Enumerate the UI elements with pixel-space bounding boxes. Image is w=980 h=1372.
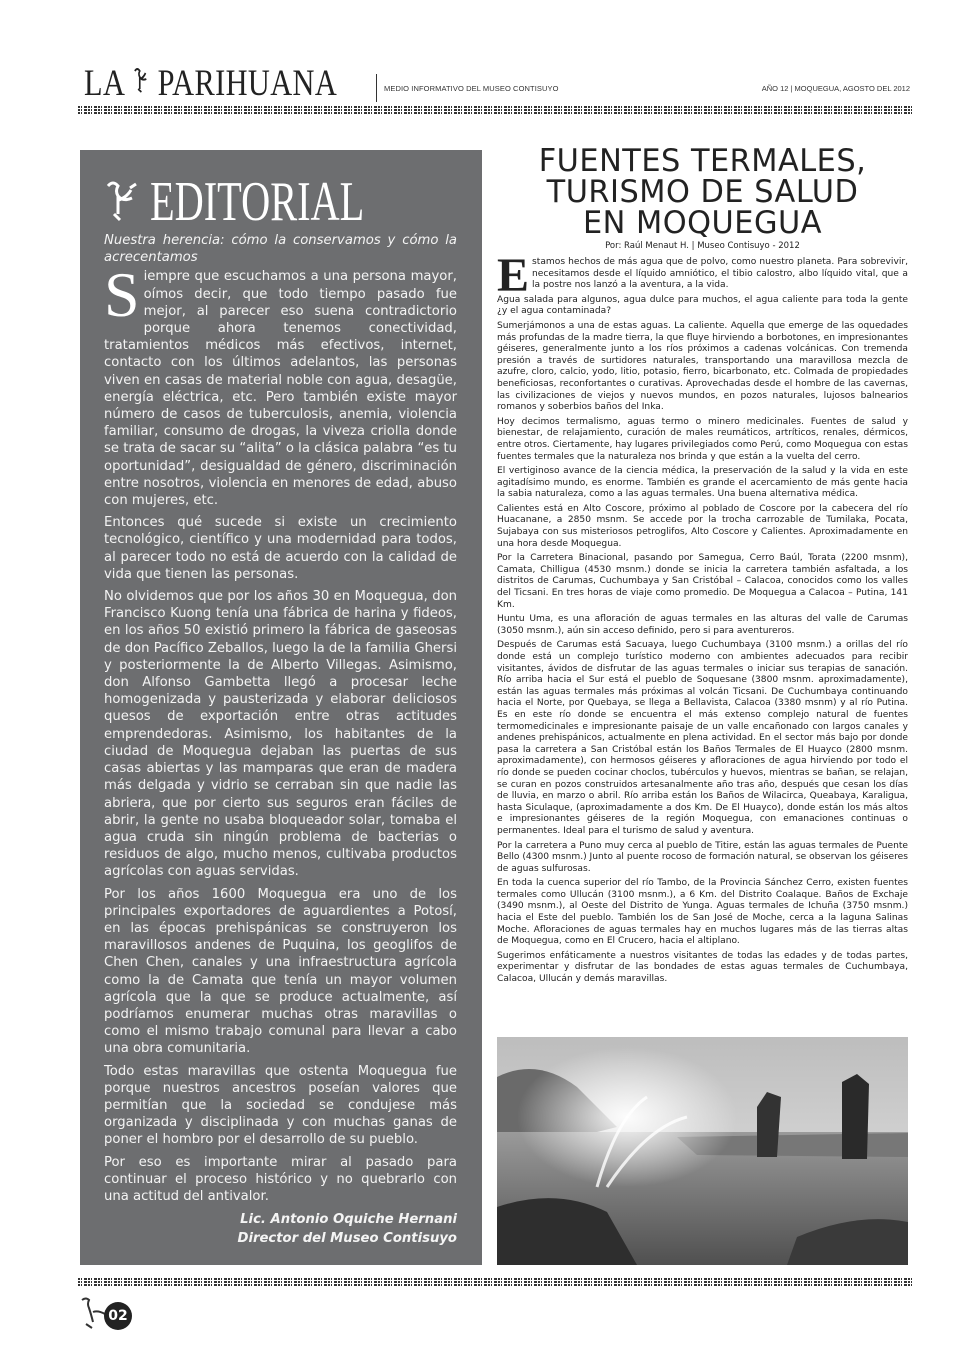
logo: LA PARIHUANA — [84, 63, 338, 104]
editorial-subtitle: Nuestra herencia: cómo la conservamos y cómo la acrecentamos — [104, 233, 457, 266]
editorial-paragraph: Por los años 1600 Moquegua era uno de los principales exportadores de aguardientes a Potosí, en las épocas prehispánicas se construyeron los maravillosos andenes de Puquina, los geoglifos de Chen Chen, canales y una infraestructura agrícola como la de Camata que tenía un mayor volumen agrícola que la que se produce actualmente, así podríamos enumerar muchas otras maravillas o como el mismo trabajo comunal para llevar a cabo una obra comunitaria. — [104, 886, 457, 1057]
editorial-paragraph: Entonces qué sucede si existe un crecimiento tecnológico, científico y una modernidad para todos, al parecer todo no está de acuerdo con la calidad de vida que tienen las personas. — [104, 515, 457, 582]
signature-role: Director del Museo Contisuyo — [237, 1231, 457, 1247]
article-body — [497, 249, 908, 986]
article-paragraph: Después de Carumas está Sacuaya, luego Cuchumbaya (3100 msnm.) a orillas del río donde está un complejo turístico moderno con ambientes adecuados para recibir visitantes, ávidos de disfrutar de las aguas termales o iniciar sus terapias de sanación. Río arriba hacia el Sur está el pueblo de Soquesane (3800 msnm. aproximadamente), están las aguas termales más próximas al volcán Ticsani. De Cuchumbaya continuando hacia el Norte, por Quebaya, se llega a Bellavista, Calacoa (3380 msnm) y al río Putina. Es en este río donde se encuentra el más extenso complejo natural de fuentes termomedicinales e impresionante paisaje de un valle encañonado con largos canales y andenes prehispánicos, actualmente en plena actividad. En el sector más bajo por donde pasa la carretera a San Cristóbal están los Baños Termales de El Huayco (2800 msnm. aproximadamente), con hermosos géiseres y afloraciones de agua hirviendo por todo el río donde se pueden cocinar choclos, tubérculos y huevos, mientras se bañan, se relajan, se curan en pozos construidos artesanalmente año tras año, después que cesan los días de lluvia, en marzo o abril. Río arriba están los Baños de Wilacirca, Queabaya, Karaligua, hasta Siculaque, (aproximadamente a dos Km. De El Huayco), donde están los más altos e impresionantes géiseres de la región Moquegua, con emanaciones continuas o permanentes. Ideal para el turismo de salud y aventura. — [497, 640, 908, 836]
top-border-pattern — [78, 106, 912, 114]
issue-date: AÑO 12 | MOQUEGUA, AGOSTO DEL 2012 — [761, 84, 910, 93]
page-number: 02 — [104, 1302, 132, 1330]
editorial-title: EDITORIAL — [150, 171, 365, 233]
article-paragraph: Calientes está en Alto Coscore, próximo al poblado de Coscore por la cabecera del río Huacanane, a 2850 msnm. Se accede por la trocha carrozable de Tumilaka, Pocata, Sujabaya con sus misteriosos petroglifos, Alto Coscore y Calientes. Aproximadamente en una hora desde Moquegua. — [497, 503, 908, 549]
article-paragraph: Estamos hechos de más agua que de polvo, como nuestro planeta. Para sobrevivir, necesitamos desde el líquido amniótico, el tibio calostro, albo líquido vital, que a la postre nos lanzó a la aventura, a la vida. — [497, 249, 908, 302]
masthead-divider — [376, 74, 377, 102]
article-paragraph: Hoy decimos termalismo, aguas termo o minero medicinales. Fuentes de salud y bienestar, de relajamiento, curación de males reumáticos, artríticos, renales, dérmicos, entre otros. Ciertamente, hay lugares privilegiados como Perú, como Moquegua con estas fuentes termales que la naturaleza nos brinda y que están a la vuelta del cerro. — [497, 416, 908, 462]
signature-name: Lic. Antonio Oquiche Hernani — [240, 1212, 457, 1228]
editorial-paragraph: No olvidemos que por los años 30 en Moquegua, don Francisco Kuong tenía una fábrica de harina y fideos, en los años 50 existió primero la fábrica de gaseosas de don Pacífico Zeballos, luego la de la familia Ghersi y posteriormente la de Alberto Villegas. Asimismo, don Alfonso Gambetta llegó a procesar leche homogenizada y pausterizada y elaborar deliciosos quesos de exportación entre otras actitudes emprendedoras. Asimismo, los habitantes de la ciudad de Moquegua dejaban las puertas de sus casas abiertas y las mamparas que eran de madera más delgada y vidrio se cerraban sin que nadie las abriera, que por cierto sus seguros eran fáciles de abrir, la gente no usaba bloqueador solar, tomaba el agua cruda sin ningún problema de bacterias o residuos de algo, mucho menos, cultivaba productos agrícolas con aguas servidas. — [104, 589, 457, 880]
editorial-body — [104, 232, 457, 1248]
article-paragraph: Huntu Uma, es una afloración de aguas termales en las alturas del valle de Carumas (3050 msnm.), aún sin acceso definido, pero si para aventureros. — [497, 614, 908, 636]
flamingo-logo-icon — [132, 65, 150, 95]
article-title: FUENTES TERMALES, TURISMO DE SALUD EN MOQUEGUA — [538, 143, 867, 241]
article-paragraph: En toda la cuenca superior del río Tambo, de la Provincia Sánchez Cerro, existen fuentes termales como Ullucán (3100 msnm.), a 6 Km. del Distrito Coalaque. Baños de Exchaje (3490 msnm.), al Oeste del Distrito de Yunga. Aguas termales de Ichuña (3750 msnm.) hacia el Este del pueblo. También los de San José de Moche, cerca a la laguna Salinas Moche. Afloraciones de aguas termales hay en muchos lugares más de las tierras altas de Moquegua, como en El Crucero, hacia el altiplano. — [497, 878, 908, 947]
flamingo-icon — [102, 178, 144, 224]
masthead — [84, 64, 910, 104]
tagline: MEDIO INFORMATIVO DEL MUSEO CONTISUYO — [384, 84, 559, 93]
article-paragraph: Por la carretera a Puno muy cerca al pueblo de Titire, están las aguas termales de Puente Bello (4300 msnm.) Junto al puente rocoso de formación natural, se observan los géiseres de aguas sulfurosas. — [497, 840, 908, 874]
article-paragraph: Por la Carretera Binacional, pasando por Samegua, Cerro Baúl, Torata (2200 msnm), Camata, Chilligua (4530 msnm.) donde se inicia la carretera también asfaltada, a los distritos de Carumas, Cuchumbaya y San Cristóbal – Calacoa, conocidos como los valles del Ticsani. En tres horas de viaje como promedio. De Moquegua a Calacoa – Putina, 141 Km. — [497, 553, 908, 610]
editorial-paragraph: Por eso es importante mirar al pasado para continuar el proceso histórico y no quebrarlo con una actitud del antivalor. — [104, 1154, 457, 1204]
editorial-box — [80, 150, 482, 1265]
bottom-border-pattern — [78, 1278, 912, 1286]
article — [497, 143, 908, 989]
drop-cap: S — [104, 259, 140, 331]
article-paragraph: Sugerimos enfáticamente a nuestros visitantes de todas las edades y de todas partes, experimentar y disfrutar de las bondades de estas aguas termales de Cuchumbaya, Calacoa, Ullucán y demás maravillas. — [497, 950, 908, 985]
article-byline: Por: Raúl Menaut H. | Museo Contisuyo - 2012 — [605, 241, 800, 251]
editorial-paragraph: Todo estas maravillas que ostenta Moquegua fue porque nuestros ancestros poseían valores que permitían que la sociedad se condujese más organizada y disciplinada y con muchas ganas de poner el hombro por el desarrollo de su pueblo. — [104, 1063, 457, 1148]
geyser-photo — [497, 1037, 908, 1265]
article-paragraph: Agua salada para algunos, agua dulce para muchos, el agua caliente para toda la gente ¿y el agua contaminada? — [497, 294, 908, 317]
drop-cap: E — [497, 249, 530, 302]
article-paragraph: Sumerjámonos a una de estas aguas. La caliente. Aquella que emerge de las oquedades más profundas de la madre tierra, la que fluye hirviendo a borbotones, en impresionantes géiseres, generalmente junto a los ríos próximos a cadenas volcánicas. Con tremenda presión a través de surtidores naturales, transportando una maravillosa mezcla de azufre, cloro, calcio, yodo, litio, potasio, fierro, bicarbonato, etc. Colmada de propiedades beneficiosas, reconfortantes o curativas. Aprovechadas desde el hombre de las cavernas, las civilizaciones de viejos y nuevos mundos, en pozos naturales, lujosos balnearios romanos y soberbios baños del Inka. — [497, 320, 908, 413]
article-paragraph: El vertiginoso avance de la ciencia médica, la preservación de la salud y la vida en este agitadísimo mundo, es enorme. También es grande el acercamiento de más gente hacia la sabia naturaleza, como a las aguas termales. Una buena alternativa médica. — [497, 466, 908, 500]
editorial-paragraph: Siempre que escuchamos a una persona mayor, oímos decir, que todo tiempo pasado fue mejor, al parecer eso suena contradictorio porque ahora tenemos conectividad, tratamientos médicos más efectivos, internet, contacto con los últimos adelantos, las personas viven en casas de material noble con agua, desagüe, energía eléctrica, etc. Pero también existe mayor número de casos de tuberculosis, anemia, violencia familiar, consumo de drogas, la viveza criolla donde se trata de sacar su “alita” o la clásica palabra “es tu oportunidad”, desigualdad de género, discriminación entre nosotros, violencia en menores de edad, abuso con mujeres, etc. — [104, 259, 457, 509]
